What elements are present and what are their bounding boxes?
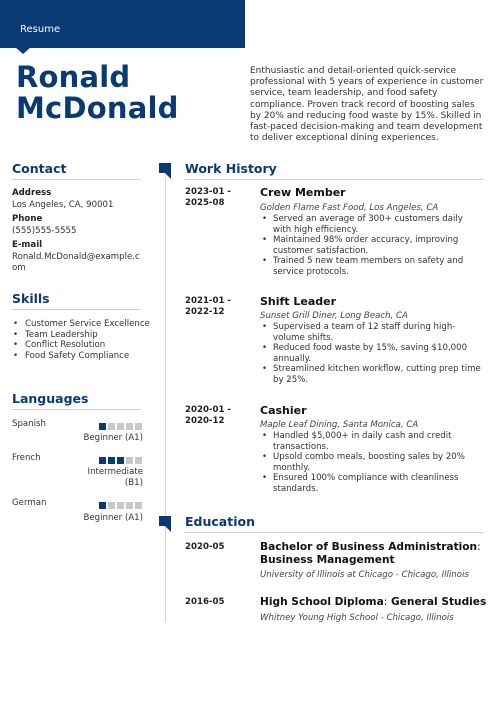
- degree-field: Business Management: [260, 554, 395, 566]
- email-label: E-mail: [12, 240, 43, 250]
- tag-notch: [15, 47, 31, 54]
- rating-square-empty: [108, 423, 115, 430]
- job-title: Shift Leader: [260, 295, 337, 308]
- language-rating: [99, 457, 142, 464]
- rating-square-empty: [135, 457, 142, 464]
- degree-field: General Studies: [391, 596, 487, 608]
- job-dates: 2020-01 - 2020-12: [185, 405, 232, 426]
- rating-square-empty: [135, 502, 142, 509]
- language-name: Spanish: [12, 419, 46, 429]
- job-bullet: • Reduced food waste by 15%, saving $10,000 annually.: [260, 343, 482, 364]
- degree-title: [260, 596, 490, 609]
- languages-heading: Languages: [12, 391, 89, 406]
- job-bullet: • Supervised a team of 12 staff during high-volume shifts.: [260, 322, 482, 343]
- degree-separator: :: [383, 596, 388, 608]
- contact-rule: [12, 179, 141, 180]
- job-bullet: • Handled $5,000+ in daily cash and credit transactions.: [260, 431, 482, 452]
- first-name: Ronald: [16, 60, 131, 94]
- email-value: Ronald.McDonald@example.com: [12, 252, 140, 273]
- rating-square-filled: [117, 457, 124, 464]
- skill-item: • Customer Service Excellence: [12, 319, 152, 330]
- education-marker: [159, 516, 171, 526]
- resume-tag: [0, 0, 245, 48]
- language-level: Beginner (A1): [83, 513, 143, 523]
- job-company: Sunset Grill Diner, Long Beach, CA: [260, 311, 408, 321]
- job-company: Maple Leaf Dining, Santa Monica, CA: [260, 420, 419, 430]
- candidate-name: [16, 62, 179, 124]
- language-rating: [99, 502, 142, 509]
- education-rule: [185, 532, 483, 533]
- education-date: 2020-05: [185, 542, 225, 552]
- rating-square-empty: [108, 502, 115, 509]
- rating-square-filled: [99, 502, 106, 509]
- job-dates: 2021-01 - 2022-12: [185, 296, 232, 317]
- job-bullet: • Ensured 100% compliance with cleanliness standards.: [260, 473, 482, 494]
- job-bullet: • Served an average of 300+ customers daily with high efficiency.: [260, 214, 482, 235]
- rating-square-empty: [135, 423, 142, 430]
- job-bullet: • Maintained 98% order accuracy, improving customer satisfaction.: [260, 235, 482, 256]
- rating-square-empty: [126, 457, 133, 464]
- language-level: Beginner (A1): [83, 433, 143, 443]
- job-title: Cashier: [260, 404, 307, 417]
- job-bullets: [260, 322, 482, 386]
- work-history-rule: [185, 179, 483, 180]
- job-title: Crew Member: [260, 186, 346, 199]
- job-dates: 2023-01 - 2025-08: [185, 187, 232, 208]
- language-rating: [99, 423, 142, 430]
- job-company: Golden Flame Fast Food, Los Angeles, CA: [260, 203, 439, 213]
- work-history-marker: [159, 163, 171, 173]
- school-name: Whitney Young High School - Chicago, Illinois: [260, 613, 454, 623]
- job-bullets: [260, 431, 482, 495]
- skill-item: • Conflict Resolution: [12, 340, 152, 351]
- language-name: French: [12, 453, 41, 463]
- job-bullets: [260, 214, 482, 278]
- last-name: McDonald: [16, 91, 179, 125]
- job-bullet: • Trained 5 new team members on safety and service protocols.: [260, 256, 482, 277]
- degree-name: Bachelor of Business Administration: [260, 541, 478, 553]
- rating-square-empty: [126, 423, 133, 430]
- resume-tag-label: Resume: [20, 24, 61, 35]
- rating-square-empty: [126, 502, 133, 509]
- contact-heading: Contact: [12, 161, 67, 176]
- education-date: 2016-05: [185, 597, 225, 607]
- rating-square-filled: [108, 457, 115, 464]
- education-heading: Education: [185, 514, 255, 529]
- professional-summary: Enthusiastic and detail-oriented quick-service professional with 5 years of experience in customer service, team leadership, and food safety compliance. Proven track record of boosting sales by 20% and reducing food waste by 15%. Skilled in fast-paced decision-making and team development to deliver exceptional dining experiences.: [250, 66, 484, 144]
- degree-name: High School Diploma: [260, 596, 384, 608]
- skills-heading: Skills: [12, 291, 50, 306]
- phone-value: (555)555-5555: [12, 226, 77, 236]
- degree-title: [260, 541, 485, 567]
- languages-rule: [12, 409, 141, 410]
- job-bullet: • Upsold combo meals, boosting sales by 20% monthly.: [260, 452, 482, 473]
- work-history-heading: Work History: [185, 161, 277, 176]
- school-name: University of Illinois at Chicago - Chicago, Illinois: [260, 570, 469, 580]
- timeline-divider: [165, 178, 166, 622]
- language-level: Intermediate (B1): [87, 467, 143, 488]
- rating-square-empty: [117, 502, 124, 509]
- skills-list: [12, 319, 152, 361]
- phone-label: Phone: [12, 214, 43, 224]
- skills-rule: [12, 309, 141, 310]
- rating-square-filled: [99, 423, 106, 430]
- language-name: German: [12, 498, 47, 508]
- degree-separator: :: [477, 541, 481, 553]
- rating-square-empty: [117, 423, 124, 430]
- job-bullet: • Streamlined kitchen workflow, cutting prep time by 25%.: [260, 364, 482, 385]
- skill-item: • Food Safety Compliance: [12, 351, 152, 362]
- address-value: Los Angeles, CA, 90001: [12, 200, 114, 210]
- skill-item: • Team Leadership: [12, 330, 152, 341]
- address-label: Address: [12, 188, 52, 198]
- rating-square-filled: [99, 457, 106, 464]
